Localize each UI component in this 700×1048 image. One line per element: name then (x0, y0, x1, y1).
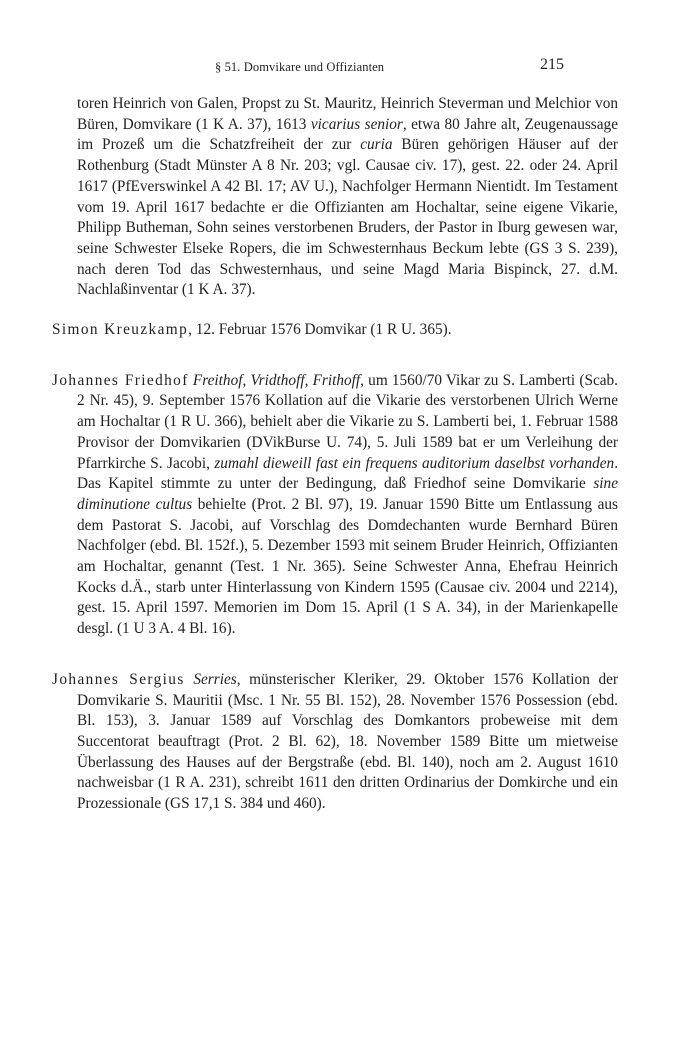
text-segment: , 12. Februar 1576 Domvikar (1 R U. 365). (188, 321, 452, 339)
person-name: Simon Kreuzkamp (52, 321, 189, 339)
section-title: § 51. Domvikare und Offizianten (215, 60, 385, 74)
text-segment: , etwa 80 Jahre alt, Zeugenaussage im Prozeß um die Schatzfreiheit der zur (77, 115, 618, 154)
person-name: Johannes Friedhof (52, 371, 189, 389)
italic-text: zumahl dieweill fast ein frequens auditorium daselbst vorhanden (214, 454, 615, 472)
text-segment: . Das Kapitel stimmte zu unter der Bedingung, daß Friedhof seine Domvikarie (77, 454, 619, 493)
entry-johannes-sergius (52, 670, 618, 815)
running-head (0, 56, 700, 76)
entry-johannes-friedhof (52, 371, 618, 640)
page-number: 215 (540, 56, 564, 73)
italic-text: Freithof, Vridthoff, Frithoff (192, 371, 361, 389)
italic-text: sine diminutione cultus (77, 475, 618, 513)
text-segment: , münsterischer Kleriker, 29. Oktober 1576 Kollation der Domvikarie S. Mauritii (Msc. 1 Nr. 55 Bl. 152), 28. November 1576 Possession (ebd. Bl. 153), 3. Januar 1589 auf Vorschlag des Domkantors probeweise mit dem Succentorat beauftragt (Prot. 2 Bl. 62), 18. November 1589 Bitte um mietweise Überlassung des Hauses auf der Bergstraße (ebd. Bl. 140), noch am 2. August 1610 nachweisbar (1 R A. 231), schreibt 1611 den dritten Ordinarius der Domkirche und ein Prozessionale (GS 17,1 S. 384 und 460). (77, 670, 618, 813)
body-text (52, 94, 618, 815)
text-segment: behielte (Prot. 2 Bl. 97), 19. Januar 1590 Bitte um Entlassung aus dem Pastorat S. Jacobi, auf Vorschlag des Domdechanten wurde Bernhard Büren Nachfolger (ebd. Bl. 152f.), 5. Dezember 1593 mit seinem Bruder Heinrich, Offizianten am Hochaltar, genannt (Test. 1 Nr. 365). Seine Schwester Anna, Ehefrau Heinrich Kocks d.Ä., starb unter Hinterlassung von Kindern 1595 (Causae civ. 2004 und 2214), gest. 15. April 1597. Memorien im Dom 15. April (1 S A. 34), in der Marienkapelle desgl. (1 U 3 A. 4 Bl. 16). (77, 495, 618, 638)
text-segment: , um 1560/70 Vikar zu S. Lamberti (Scab. 2 Nr. 45), 9. September 1576 Kollation auf die Vikarie des verstorbenen Ulrich Werne am Hochaltar (1 R U. 366), behielt aber die Vikarie zu S. Lamberti bei, 1. Februar 1588 Provisor der Domvikarien (DVikBurse U. 74), 5. Juli 1589 bat er um Verleihung der Pfarrkirche S. Jacobi, (77, 371, 618, 472)
person-name: Johannes Sergius (52, 670, 185, 688)
italic-text: Serries (193, 670, 237, 688)
italic-text: vicarius senior (310, 115, 403, 133)
italic-text: curia (360, 136, 393, 154)
paragraph-continuation (52, 94, 618, 301)
text-segment: toren Heinrich von Galen, Propst zu St. Mauritz, Heinrich Steverman und Melchior von Büren, Domvikare (1 K A. 37), 1613 (77, 95, 618, 133)
text-segment: Büren gehörigen Häuser auf der Rothenburg (Stadt Münster A 8 Nr. 203; vgl. Causae civ. 17), gest. 22. oder 24. April 1617 (PfEverswinkel A 42 Bl. 17; AV U.), Nachfolger Hermann Nientidt. Im Testament vom 19. April 1617 bedachte er die Offizianten am Hochaltar, seine eigene Vikarie, Philipp Butheman, Sohn seines verstorbenen Bruders, der Pastor in Iburg gewesen war, seine Schwester Elseke Ropers, die im Schwesternhaus Beckum lebte (GS 3 S. 239), nach deren Tod das Schwesternhaus, und seine Magd Maria Bispinck, 27. d.M. Nachlaßinventar (1 K A. 37). (77, 136, 618, 299)
entry-simon-kreuzkamp (52, 320, 618, 341)
